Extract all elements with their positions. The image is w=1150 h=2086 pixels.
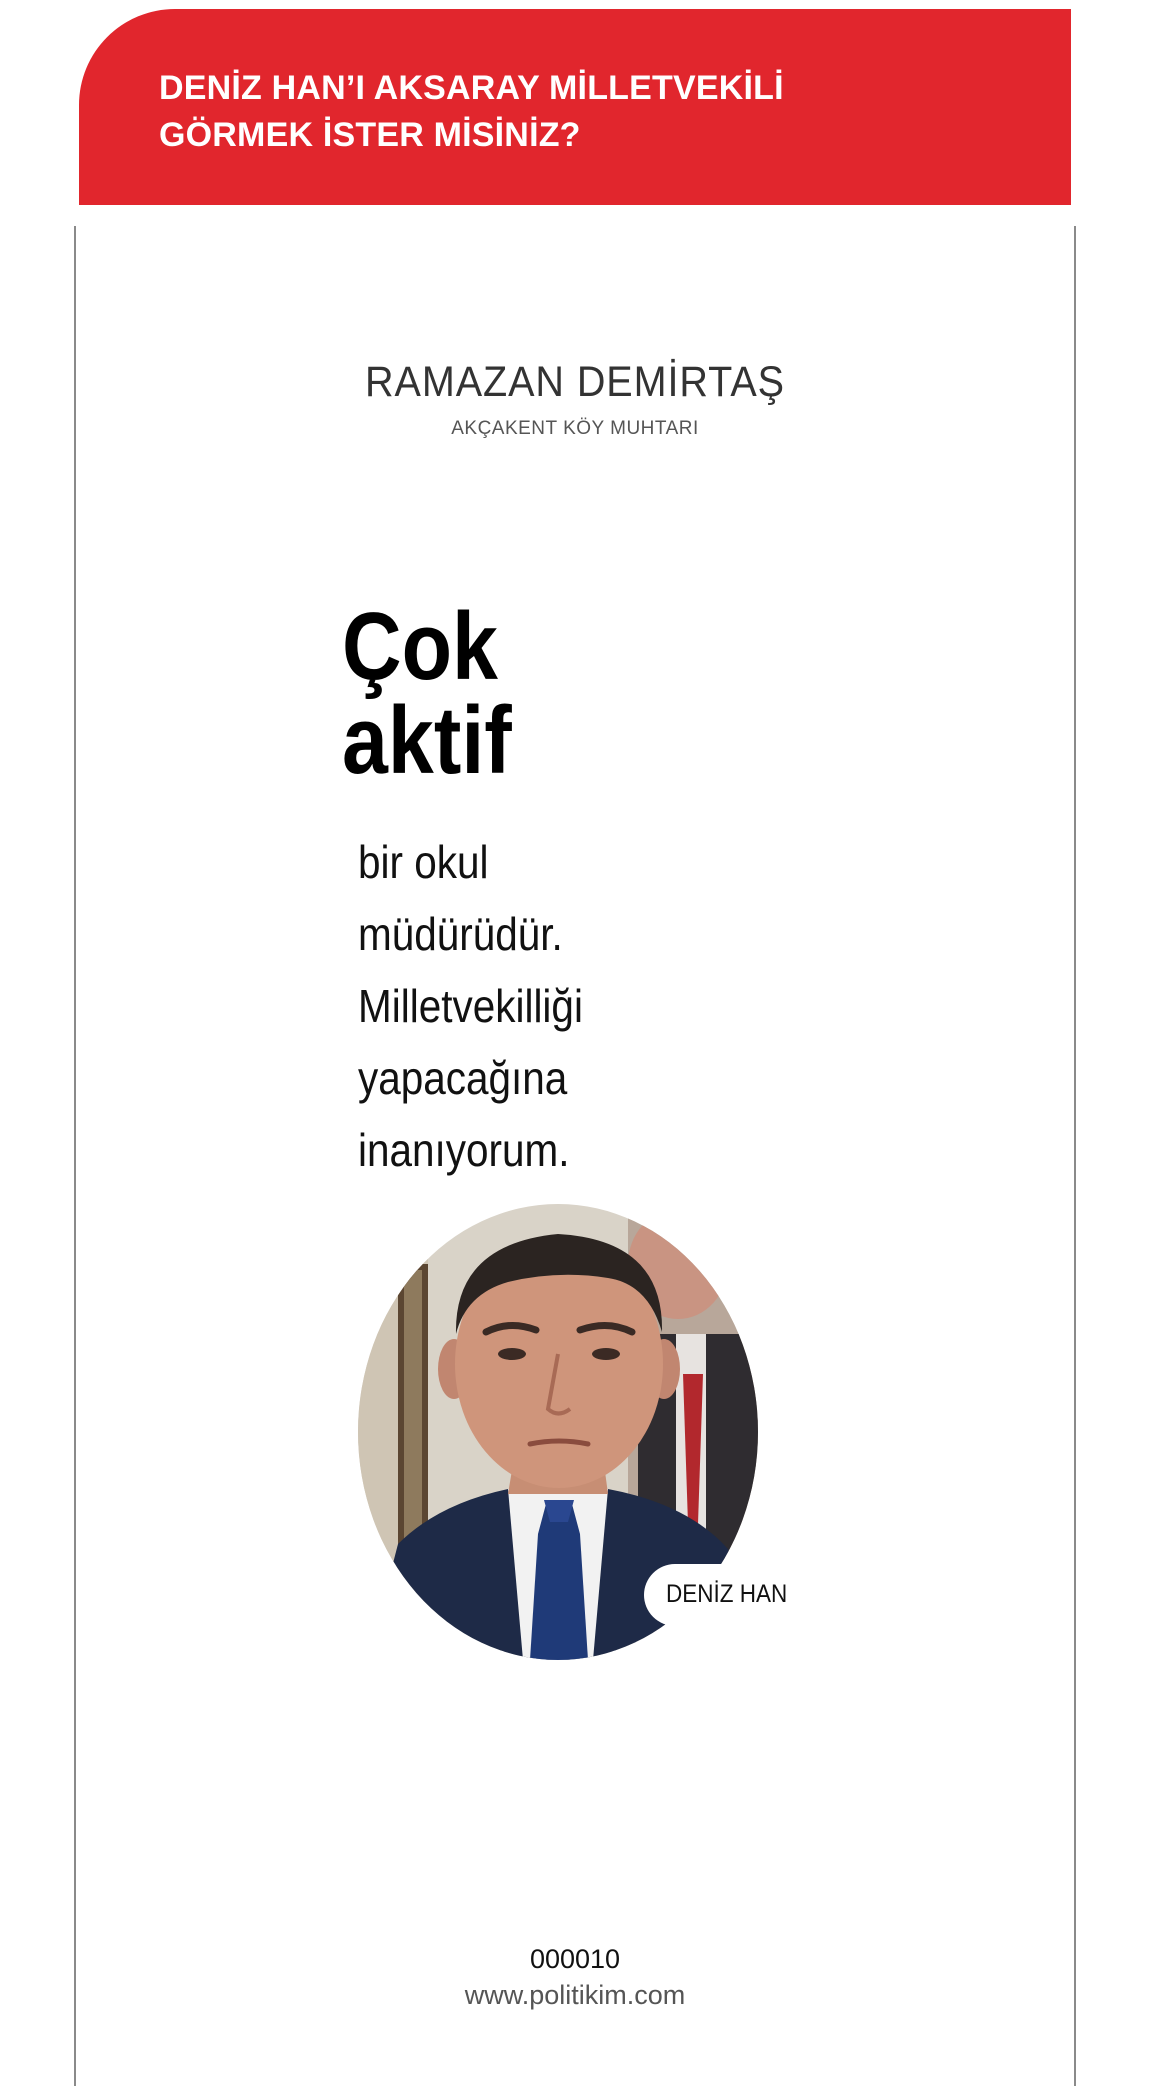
quote-bold-line: Çok <box>342 593 498 700</box>
quote-line: bir okul <box>358 836 489 888</box>
candidate-name: DENİZ HAN <box>666 1580 788 1608</box>
banner-title-line-1: DENİZ HAN’I AKSARAY MİLLETVEKİLİ <box>159 69 784 107</box>
quote-line: müdürüdür. <box>358 908 563 960</box>
quote-highlight <box>342 593 512 794</box>
footer-code: 000010 <box>529 1944 621 1974</box>
header-banner <box>79 9 1071 205</box>
quote-line: yapacağına <box>358 1052 568 1104</box>
quote-body <box>358 826 583 1186</box>
candidate-name-badge <box>644 1564 794 1626</box>
footer-website: www.politikim.com <box>464 1980 686 2010</box>
banner-title-line-2: GÖRMEK İSTER MİSİNİZ? <box>159 116 581 154</box>
quote-bold-line: aktif <box>342 687 512 794</box>
quote-line: inanıyorum. <box>358 1124 570 1176</box>
author-name: RAMAZAN DEMİRTAŞ <box>365 358 785 406</box>
author-title: AKÇAKENT KÖY MUHTARI <box>451 418 699 439</box>
quote-line: Milletvekilliği <box>358 980 583 1032</box>
